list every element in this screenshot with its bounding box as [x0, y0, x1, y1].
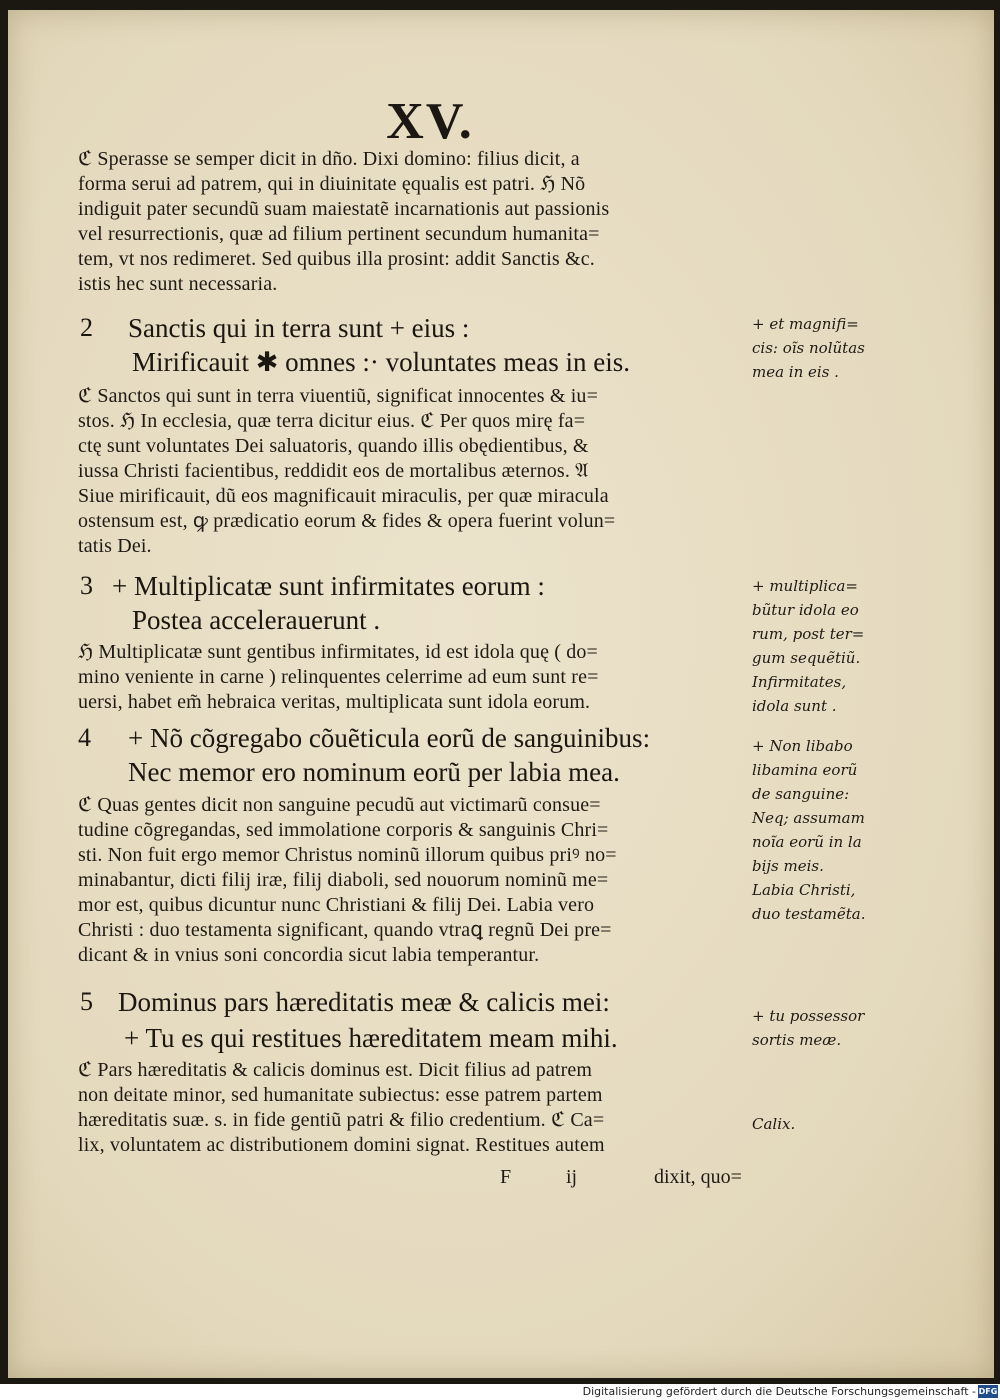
verse-4-commentary: [78, 793, 738, 968]
verse-line: + Tu es qui restitues hæreditatem meam mihi.: [124, 1023, 618, 1053]
text-line: Christi : duo testamenta significant, quando vtraꝗ regnũ Dei pre=: [78, 919, 612, 941]
dfg-logo: DFG: [978, 1387, 998, 1396]
note-line: + et magnifi=: [752, 315, 859, 333]
text-line: vel resurrectionis, quæ ad filium pertinent secundum humanita=: [78, 223, 600, 245]
text-line: dicant & in vnius soni concordia sicut labia temperantur.: [78, 944, 540, 966]
text-line: Siue mirificauit, dũ eos magnificauit miraculis, per quæ miracula: [78, 485, 609, 507]
text-line: ℭ Sperasse se semper dicit in dño. Dixi domino: filius dicit, a: [78, 148, 580, 170]
note-line: bijs meis.: [752, 857, 824, 875]
verse-number: 4: [78, 723, 91, 752]
note-line: libamina eorũ: [752, 761, 858, 779]
verse-3-commentary: [78, 640, 738, 715]
text-line: sti. Non fuit ergo memor Christus nominũ illorum quibus priꝰ no=: [78, 844, 617, 866]
margin-note: [752, 734, 902, 926]
note-line: duo testamẽta.: [752, 905, 866, 923]
note-line: Neq; assumam: [752, 809, 865, 827]
text-line: iussa Christi facientibus, reddidit eos de mortalibus æternos. 𝔄: [78, 460, 589, 482]
text-line: ostensum est, ꝙ prædicatio eorum & fides & opera fuerint volun=: [78, 510, 616, 532]
text-line: ctę sunt voluntates Dei saluatoris, quando illis obędientibus, &: [78, 435, 589, 457]
signature-number: ij: [566, 1166, 578, 1188]
verse-line: Mirificauit ✱ omnes :· voluntates meas in eis.: [132, 347, 631, 377]
text-line: uersi, habet em̃ hebraica veritas, multiplicata sunt idola eorum.: [78, 691, 591, 713]
text-line: ℭ Sanctos qui sunt in terra viuentiũ, significat innocentes & iu=: [78, 385, 599, 407]
note-line: gum sequẽtiũ.: [752, 649, 861, 667]
note-line: sortis meæ.: [752, 1031, 842, 1049]
intro-commentary: [78, 147, 738, 297]
note-line: cis: oĩs nolũtas: [752, 339, 865, 357]
verse-number: 2: [80, 313, 93, 342]
note-line: + multiplica=: [752, 577, 858, 595]
text-line: mino veniente in carne ) relinquentes celerrime ad eum sunt re=: [78, 666, 599, 688]
text-line: ℭ Quas gentes dicit non sanguine pecudũ aut victimarũ consue=: [78, 794, 601, 816]
verse-5-commentary: [78, 1058, 738, 1158]
verse-2-commentary: [78, 384, 738, 559]
text-line: ℭ Pars hæreditatis & calicis dominus est. Dicit filius ad patrem: [78, 1059, 593, 1081]
text-line: tudine cõgregandas, sed immolatione corporis & sanguinis Chri=: [78, 819, 609, 841]
page-header-numeral: XV.: [386, 93, 474, 150]
text-line: istis hec sunt necessaria.: [78, 273, 278, 295]
text-line: indiguit pater secundũ suam maiestatẽ incarnationis aut passionis: [78, 198, 610, 220]
note-line: rum, post ter=: [752, 625, 865, 643]
verse-line: Postea accelerauerunt .: [132, 605, 381, 635]
text-line: forma serui ad patrem, qui in diuinitate ęqualis est patri. ℌ Nõ: [78, 173, 586, 195]
note-line: mea in eis .: [752, 363, 839, 381]
text-line: minabantur, dicti filij iræ, filij diaboli, sed nouorum nominũ me=: [78, 869, 609, 891]
catchword: dixit, quo=: [654, 1166, 742, 1188]
margin-note: [752, 312, 902, 384]
verse-number: 3: [80, 571, 93, 600]
text-line: tatis Dei.: [78, 535, 152, 557]
verse-number: 5: [80, 987, 93, 1016]
text-line: stos. ℌ In ecclesia, quæ terra dicitur eius. ℭ Per quos mirę fa=: [78, 410, 586, 432]
note-line: de sanguine:: [752, 785, 850, 803]
digitization-credit: Digitalisierung gefördert durch die Deutsche Forschungsgemeinschaft -: [582, 1385, 976, 1398]
text-line: mor est, quibus dicuntur nunc Christiani & filij Dei. Labia vero: [78, 894, 595, 916]
note-line: + Non libabo: [752, 737, 853, 755]
note-line: noĩa eorũ in la: [752, 833, 862, 851]
margin-note: [752, 574, 902, 718]
margin-note: [752, 1112, 902, 1136]
text-line: tem, vt nos redimeret. Sed quibus illa prosint: addit Sanctis &c.: [78, 248, 595, 270]
note-line: Infirmitates,: [752, 673, 847, 691]
note-line: Labia Christi,: [752, 881, 856, 899]
verse-line: Sanctis qui in terra sunt + eius :: [128, 313, 470, 343]
note-line: bũtur idola eo: [752, 601, 859, 619]
verse-line: Nec memor ero nominum eorũ per labia mea.: [128, 757, 620, 787]
note-line: idola sunt .: [752, 697, 837, 715]
text-line: hæreditatis suæ. s. in fide gentiũ patri & filio credentium. ℭ Ca=: [78, 1109, 605, 1131]
signature-mark: F: [500, 1166, 512, 1188]
margin-note: [752, 1004, 902, 1052]
verse-line: + Multiplicatæ sunt infirmitates eorum :: [112, 571, 545, 601]
text-line: ℌ Multiplicatæ sunt gentibus infirmitates, id est idola quę ( do=: [78, 641, 598, 663]
note-line: Calix.: [752, 1115, 796, 1133]
text-line: lix, voluntatem ac distributionem domini signat. Restitues autem: [78, 1134, 605, 1156]
verse-line: + Nõ cõgregabo cõuẽticula eorũ de sanguinibus:: [128, 723, 651, 753]
text-line: non deitate minor, sed humanitate subiectus: esse patrem partem: [78, 1084, 603, 1106]
note-line: + tu possessor: [752, 1007, 865, 1025]
verse-line: Dominus pars hæreditatis meæ & calicis mei:: [118, 987, 610, 1017]
